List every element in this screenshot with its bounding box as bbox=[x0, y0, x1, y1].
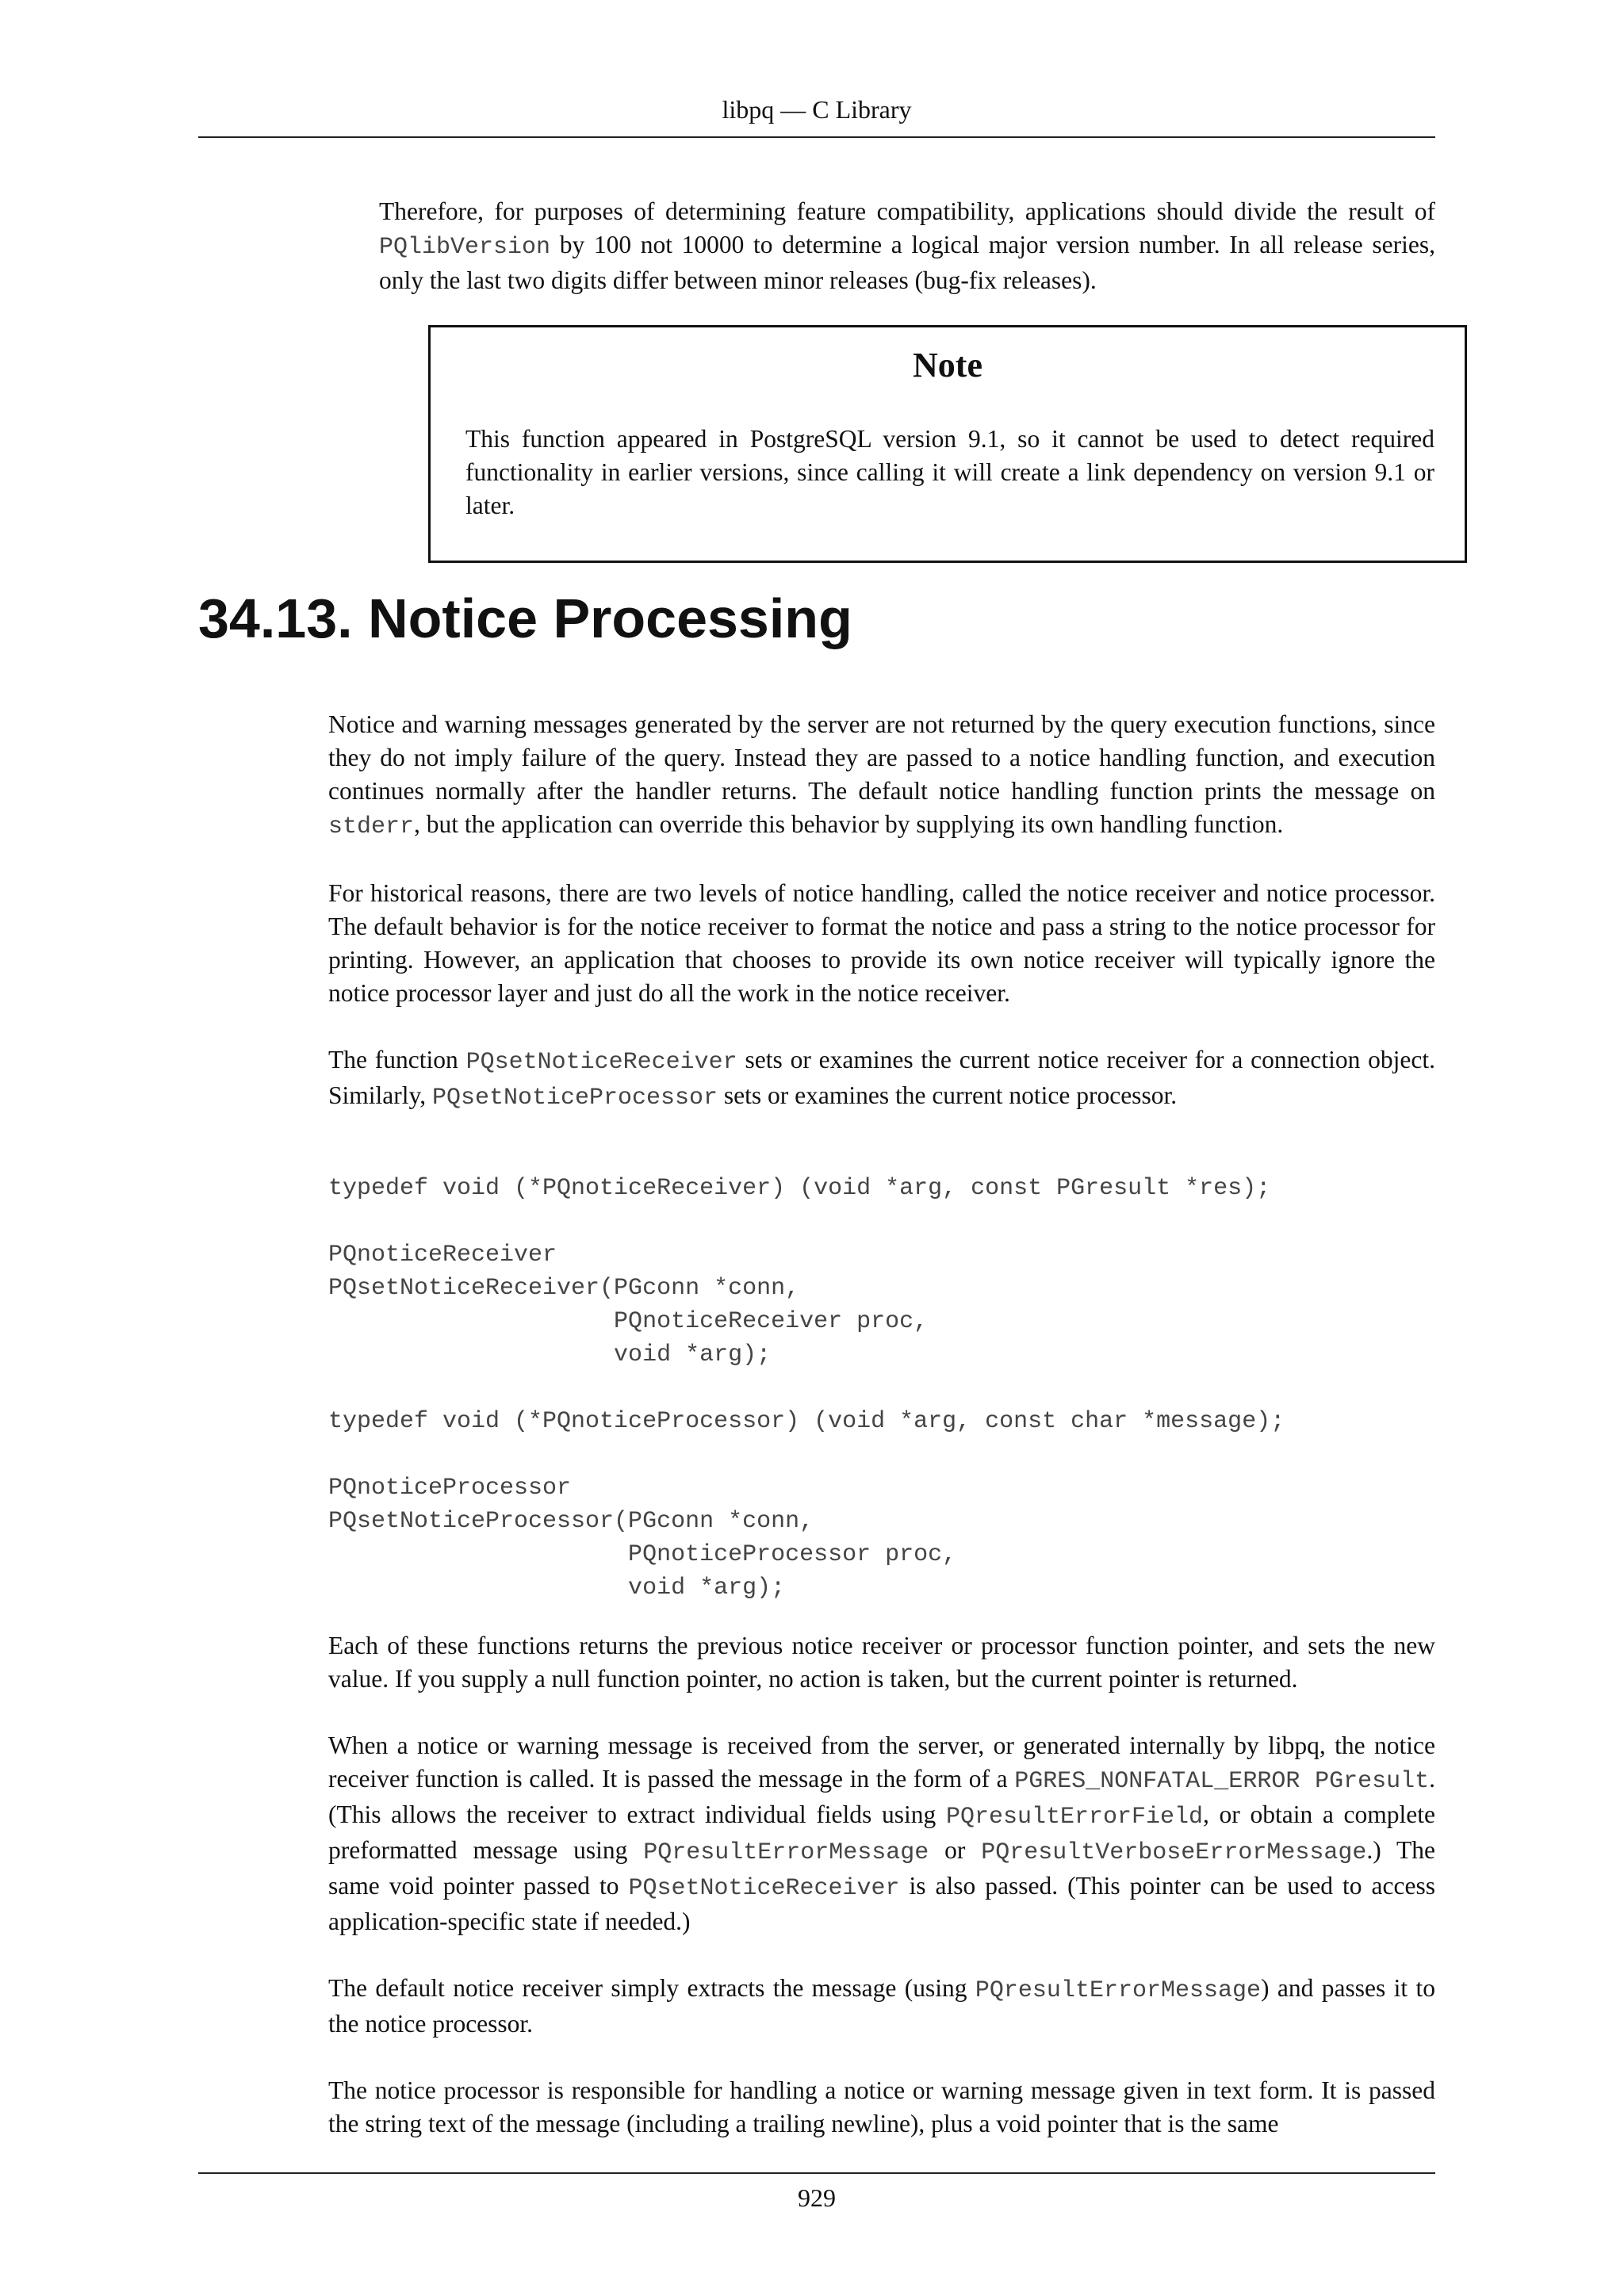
code-pqlibversion: PQlibVersion bbox=[379, 234, 551, 261]
para3-text-2: sets or examines the current notice receiver for a connection object. Similarly, bbox=[328, 1046, 1435, 1109]
section-body-continued bbox=[328, 1629, 1435, 2174]
section-body bbox=[328, 708, 1435, 1148]
footer-rule bbox=[198, 2172, 1435, 2174]
header-rule bbox=[198, 136, 1435, 138]
paragraph-default-receiver bbox=[328, 1972, 1435, 2041]
section-heading: 34.13. Notice Processing bbox=[198, 587, 852, 649]
paragraph-notice-processor: The notice processor is responsible for handling a notice or warning message given in text form. It is passed the string text of the message (including a trailing newline), plus a void pointer that is the same bbox=[328, 2076, 1435, 2137]
para5-text-5: .) The same void pointer passed to bbox=[328, 1836, 1435, 1900]
code-block-signatures: typedef void (*PQnoticeReceiver) (void *arg, const PGresult *res); PQnoticeReceiver PQsetNoticeReceiver(PGconn *conn, PQnoticeReceiver proc, void *arg); typedef void (*PQnoticeProcessor) (void *arg, const char *message); PQnoticeProcessor PQsetNoticeProcessor(PGconn *conn, PQnoticeProcessor proc, void *arg); bbox=[328, 1175, 1285, 1601]
note-box bbox=[428, 325, 1467, 563]
para3-text-1: The function bbox=[328, 1046, 466, 1073]
note-title: Note bbox=[913, 346, 982, 385]
para6-text-2: ) and passes it to the notice processor. bbox=[328, 1974, 1435, 2038]
code-pgres-nonfatal-error: PGRES_NONFATAL_ERROR PGresult bbox=[1014, 1768, 1430, 1795]
para6-text-1: The default notice receiver simply extracts the message (using bbox=[328, 1974, 975, 2002]
code-pqresulterrormessage: PQresultErrorMessage bbox=[643, 1839, 929, 1866]
code-pqsetnoticereceiver-2: PQsetNoticeReceiver bbox=[628, 1875, 900, 1902]
intro-text-1: Therefore, for purposes of determining feature compatibility, applications should divide the result of bbox=[379, 197, 1435, 225]
paragraph-notice-intro bbox=[328, 708, 1435, 844]
running-header: libpq — C Library bbox=[722, 95, 912, 124]
para1-text-1: Notice and warning messages generated by the server are not returned by the query execution functions, since they do not imply failure of the query. Instead they are passed to a notice handling function, and execution continues normally after the handler returns. The default notice handling function prints the message on bbox=[328, 710, 1435, 805]
paragraph-historical: For historical reasons, there are two levels of notice handling, called the notice receiver and notice processor. The default behavior is for the notice receiver to format the notice and pass a string to the notice processor for printing. However, an application that chooses to provide its own notice receiver will typically ignore the notice processor layer and just do all the work in the notice receiver. bbox=[328, 879, 1435, 1007]
para5-text-1: When a notice or warning message is received from the server, or generated internally by libpq, the notice receiver function is called. It is passed the message in the form of a bbox=[328, 1732, 1435, 1793]
paragraph-return-values: Each of these functions returns the previous notice receiver or processor function pointer, and sets the new value. If you supply a null function pointer, no action is taken, but the current pointer is returned. bbox=[328, 1632, 1435, 1693]
note-text: This function appeared in PostgreSQL version 9.1, so it cannot be used to detect required functionality in earlier versions, since calling it will create a link dependency on version 9.1 or later. bbox=[465, 425, 1434, 519]
para5-text-3: , or obtain a complete preformatted message using bbox=[328, 1800, 1436, 1864]
code-pqsetnoticereceiver: PQsetNoticeReceiver bbox=[465, 1049, 737, 1076]
code-pqresulterrormessage-2: PQresultErrorMessage bbox=[975, 1977, 1261, 2004]
para5-text-2: . (This allows the receiver to extract individual fields using bbox=[328, 1765, 1435, 1828]
para3-text-3: sets or examines the current notice processor. bbox=[718, 1081, 1178, 1109]
para5-text-4: or bbox=[929, 1836, 982, 1864]
intro-paragraph bbox=[379, 195, 1435, 297]
intro-text-2: by 100 not 10000 to determine a logical major version number. In all release series, only the last two digits differ between minor releases (bug-fix releases). bbox=[379, 231, 1435, 294]
code-stderr: stderr bbox=[328, 813, 415, 840]
page-number: 929 bbox=[798, 2183, 836, 2212]
code-pqsetnoticeprocessor: PQsetNoticeProcessor bbox=[431, 1085, 718, 1112]
para1-text-2: , but the application can override this behavior by supplying its own handling function. bbox=[414, 810, 1284, 838]
code-pqresultverboseerrormessage: PQresultVerboseErrorMessage bbox=[981, 1839, 1367, 1866]
code-pqresulterrorfield: PQresultErrorField bbox=[945, 1804, 1203, 1831]
paragraph-functions bbox=[328, 1043, 1435, 1115]
para5-text-6: is also passed. (This pointer can be used to access application-specific state if needed.) bbox=[328, 1872, 1435, 1935]
paragraph-receiver-called bbox=[328, 1729, 1435, 1938]
